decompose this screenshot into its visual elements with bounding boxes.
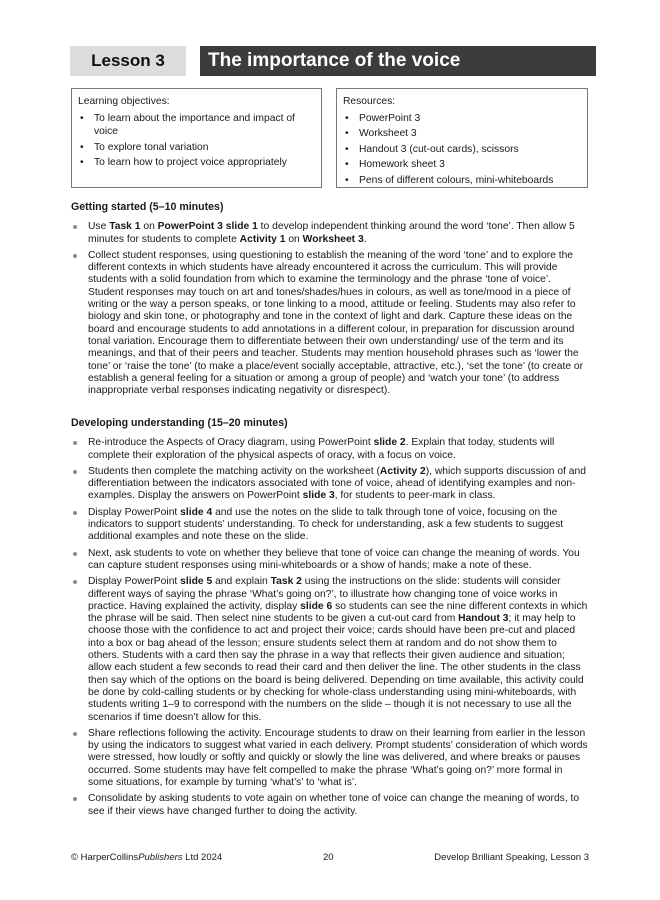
instruction-item — [71, 221, 589, 246]
objective-item: • To learn about the importance and impact of voice — [78, 112, 315, 139]
bullet-dot — [73, 552, 77, 556]
learning-objectives-title: Learning objectives: — [78, 96, 170, 107]
text-run: and explain — [212, 576, 271, 588]
instruction-item — [71, 728, 589, 789]
text-run: on — [140, 221, 158, 233]
bullet-dot — [73, 225, 77, 229]
bullet-dot — [73, 580, 77, 584]
bold-text: Task 2 — [270, 576, 302, 588]
copyright-notice — [71, 852, 222, 864]
bullet-dot — [73, 254, 77, 258]
book-reference: Develop Brilliant Speaking, Lesson 3 — [434, 852, 589, 863]
text-run: , for students to peer-mark in class. — [334, 490, 496, 502]
page-number: 20 — [323, 852, 334, 863]
bold-text: slide 3 — [302, 490, 335, 502]
resource-item: • Worksheet 3 — [343, 127, 581, 141]
bold-text: Task 1 — [109, 221, 141, 233]
lesson-title: The importance of the voice — [200, 46, 596, 76]
text-run: Display PowerPoint — [88, 506, 181, 518]
resource-item: • Pens of different colours, mini-whiteboards — [343, 174, 581, 188]
bullet-dot — [73, 797, 77, 801]
text-run: Re-introduce the Aspects of Oracy diagram, using PowerPoint — [88, 437, 374, 449]
bold-text: Handout 3 — [458, 613, 509, 625]
getting-started-heading: Getting started (5–10 minutes) — [71, 201, 224, 213]
text-run: . — [363, 233, 367, 245]
resources-title: Resources: — [343, 96, 396, 107]
text-run: Students then complete the matching activity on the worksheet ( — [88, 465, 380, 477]
text-run: and use the notes on the slide to talk through tone of voice, focusing on the indicators to support students’ understanding. To check for understanding, ask a few students to suggest additional examples and note these on the slide. — [88, 506, 564, 543]
bold-text: slide 2 — [373, 437, 406, 449]
bold-text: Activity 1 — [239, 233, 286, 245]
bold-text: PowerPoint 3 slide 1 — [157, 221, 258, 233]
text-run: Use — [88, 221, 110, 233]
instruction-item — [71, 576, 589, 724]
text-run: to develop independent thinking around the word ‘tone’. Then allow 5 minutes for students to complete — [88, 221, 575, 245]
bullet-dot — [73, 470, 77, 474]
developing-understanding-heading: Developing understanding (15–20 minutes) — [71, 417, 288, 429]
instruction-item — [71, 437, 589, 462]
copyright-prefix: © HarperCollins — [71, 852, 139, 863]
bullet-dot — [73, 511, 77, 515]
resource-item: • PowerPoint 3 — [343, 112, 581, 126]
bold-text: slide 4 — [180, 506, 213, 518]
learning-objectives-list — [78, 112, 315, 170]
text-run: on — [285, 233, 303, 245]
bold-text: slide 6 — [300, 600, 333, 612]
instruction-item — [71, 507, 589, 544]
text-run: ; it may help to choose those with the confidence to act and project their voice; cards should have been pre-cut and placed into a box or bag ahead of the lesson; ensure students select them at random and do not show them to others. Students with a card then say the phrase in a way that reflects their given audience and situation; allow each student a few seconds to read their card and then deliver the line. The other students in the class then say which of the options on the board is being delivered. Depending on time available, this activity could be done by cold-calling students or by checking for whole-class understanding using mini-whiteboards, with students writing 1–9 to correspond with the numbers on the slide – though it is not necessary to use all the scenarios if time doesn’t allow for this. — [88, 613, 584, 723]
bold-text: slide 5 — [180, 576, 213, 588]
objective-item: • To explore tonal variation — [78, 141, 315, 155]
bullet-dot — [73, 441, 77, 445]
learning-objectives-box — [71, 88, 322, 188]
text-run: . Explain that today, students will complete their exploration of the physical aspects of oracy, with a focus on voice. — [88, 437, 555, 461]
text-run: Share reflections following the activity. Encourage students to draw on their learning from earlier in the lesson by using the indicators to suggest what varied in each delivery. Prompt students’ consideration of which words were stressed, how loudly or softly and quickly or slowly the line was delivered, and where breaks or pauses occurred. Some students may have felt compelled to make the phrase ‘What’s going on?’ more formal in some situations, for example by turning ‘what’s’ to ‘what is’. — [88, 727, 588, 789]
bold-text: Worksheet 3 — [302, 233, 364, 245]
resources-box — [336, 88, 588, 188]
lesson-header — [70, 46, 596, 76]
getting-started-section — [71, 201, 589, 401]
lesson-number-label: Lesson 3 — [70, 46, 186, 76]
text-run: so students can see the nine different contexts in which the phrase will be said. Then select nine students to be given a cut-out card from — [88, 600, 588, 625]
text-run: ), which supports discussion of and differentiation between the indicators associated with tone of voice, ahead of identifying examples and non-examples. Display the answers on PowerPoint — [88, 465, 586, 502]
bullet-dot — [73, 732, 77, 736]
developing-understanding-section — [71, 417, 589, 822]
instruction-item — [71, 548, 589, 573]
copyright-suffix: Ltd 2024 — [182, 852, 223, 863]
text-run: using the instructions on the slide: students will consider different ways of saying the phrase ‘What’s going on?’, to illustrate how changing tone of voice works in practice. Having explained the activity, display — [88, 576, 561, 612]
text-run: Display PowerPoint — [88, 576, 181, 588]
text-run: Next, ask students to vote on whether they believe that tone of voice can change the meaning of words. You can capture student responses using mini-whiteboards or a show of hands; make a note of these. — [88, 547, 580, 571]
instruction-item — [71, 793, 589, 818]
page-footer — [71, 852, 589, 864]
instruction-item — [71, 466, 589, 503]
resource-item: • Homework sheet 3 — [343, 158, 581, 172]
instruction-item — [71, 250, 589, 398]
text-run: Consolidate by asking students to vote again on whether tone of voice can change the meaning of words, to see if their views have changed further to doing the activity. — [88, 793, 580, 817]
resources-list — [343, 112, 581, 188]
copyright-italic: Publishers — [138, 852, 183, 863]
resource-item: • Handout 3 (cut-out cards), scissors — [343, 143, 581, 157]
text-run: Collect student responses, using questioning to establish the meaning of the word ‘tone’ and to explore the different contexts in which students have already encountered it across the curriculum. This will provide students with a solid foundation from which to examine the terminology and the phrase ‘tone of voice’. Student responses may touch on art and tones/shades/hues in colours, as well as tone/mood in a piece of writing or the way a person speaks, or tone linking to a mood, attitude or feeling. Students may also refer to biology and skin tone, or photography and tone in the context of light and dark. Capture these ideas on the board and encourage students to add annotations in a different colour, in preparation for discussion around tonal variation. Encourage them to differentiate between their own understanding/ use of the term and its meanings, and that of their peers and teacher. Students may mention household phrases such as ‘lower the tone’ or ‘raise the tone’ (to make a place/event socially acceptable, attractive, etc.), ‘set the tone’ (to create or establish a general feeling for a situation or among a group of people) and ‘watch your tone’ (to address inappropriate verbal responses indicating negativity or disrespect). — [88, 249, 584, 397]
bold-text: Activity 2 — [379, 465, 426, 477]
objective-item: • To learn how to project voice appropriately — [78, 156, 315, 170]
